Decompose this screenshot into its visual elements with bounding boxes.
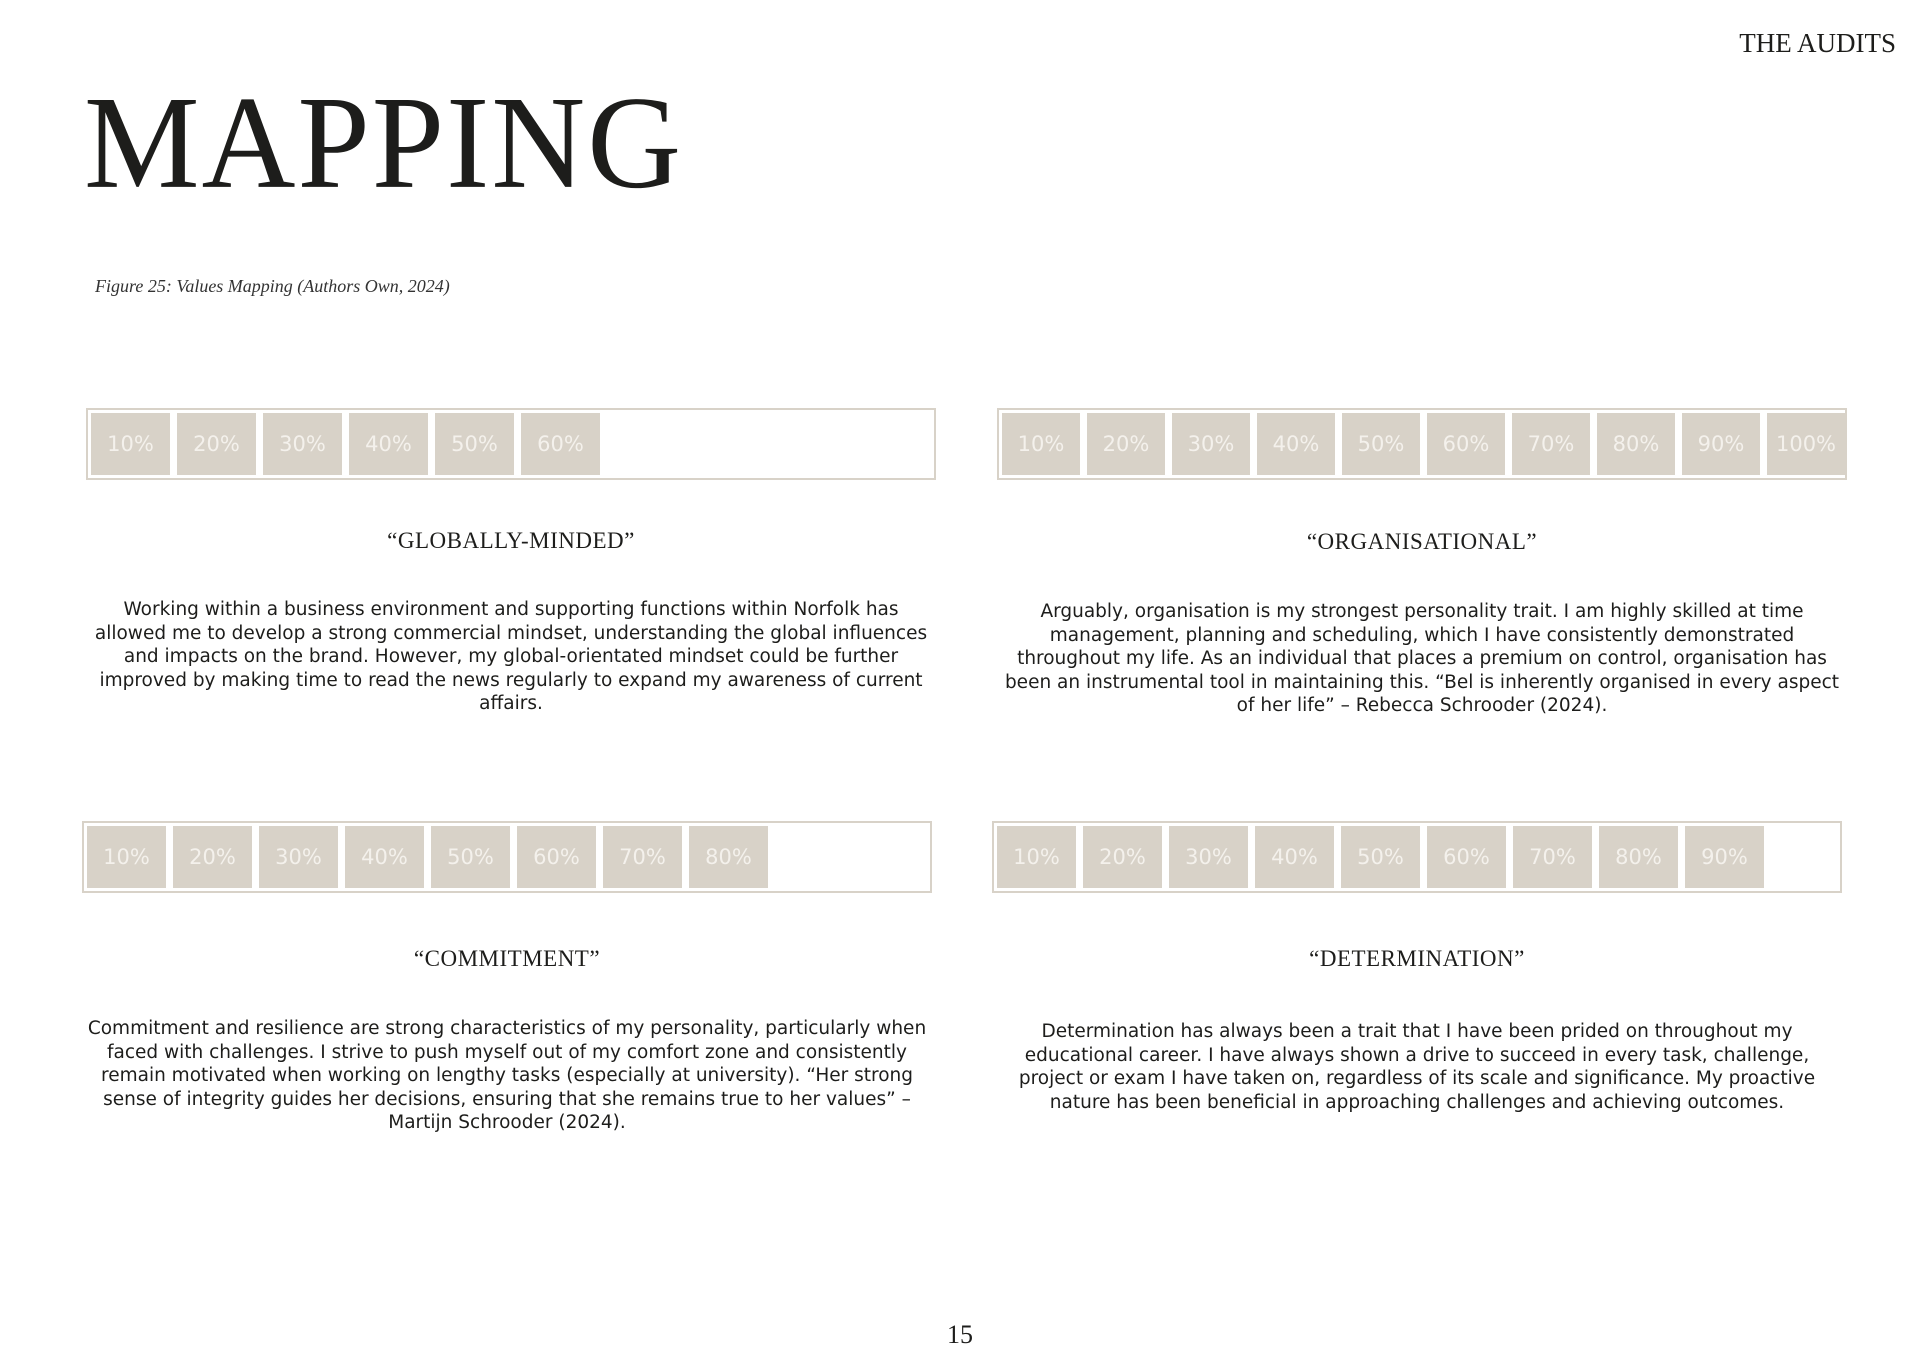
progress-segment: 60% xyxy=(1427,826,1506,888)
progress-segment: 10% xyxy=(997,826,1076,888)
progress-bar-determination xyxy=(992,821,1842,893)
page-title: MAPPING xyxy=(84,69,684,217)
value-text-globally-minded: Working within a business environment and supporting functions within Norfolk has allowed me to develop a strong commercial mindset, understanding the global influences and impacts on the brand. However, my global-orientated mindset could be further improved by making time to read the news regularly to expand my awareness of current affairs. xyxy=(94,599,928,714)
progress-segment: 20% xyxy=(1083,826,1162,888)
progress-segment: 60% xyxy=(1427,413,1505,475)
page-number: 15 xyxy=(947,1320,973,1349)
progress-segment: 50% xyxy=(435,413,514,475)
value-title-determination: “DETERMINATION” xyxy=(1309,946,1525,971)
progress-segment: 50% xyxy=(1341,826,1420,888)
progress-segment: 20% xyxy=(1087,413,1165,475)
progress-segment: 30% xyxy=(259,826,338,888)
progress-segment: 40% xyxy=(345,826,424,888)
value-text-determination: Determination has always been a trait that I have been prided on throughout my educational career. I have always shown a drive to succeed in every task, challenge, project or exam I have taken on, regardless of its scale and significance. My proactive nature has been beneficial in approaching challenges and achieving outcomes. xyxy=(1018,1021,1816,1113)
progress-segment: 20% xyxy=(173,826,252,888)
progress-segment: 100% xyxy=(1767,413,1845,475)
progress-segment: 30% xyxy=(1169,826,1248,888)
progress-bar-globally-minded xyxy=(86,408,936,480)
progress-segment: 50% xyxy=(1342,413,1420,475)
value-text-organisational: Arguably, organisation is my strongest personality trait. I am highly skilled at time management, planning and scheduling, which I have consistently demonstrated throughout my life. As an individual that places a premium on control, organisation has been an instrumental tool in maintaining this. “Bel is inherently organised in every aspect of her life” – Rebecca Schrooder (2024). xyxy=(1004,601,1840,716)
progress-segment: 40% xyxy=(1257,413,1335,475)
progress-segment: 40% xyxy=(1255,826,1334,888)
progress-segment: 30% xyxy=(263,413,342,475)
progress-segment: 90% xyxy=(1682,413,1760,475)
progress-segment: 70% xyxy=(1513,826,1592,888)
progress-segment: 60% xyxy=(521,413,600,475)
progress-segment: 10% xyxy=(87,826,166,888)
value-title-organisational: “ORGANISATIONAL” xyxy=(1306,529,1538,554)
progress-segment: 40% xyxy=(349,413,428,475)
progress-segment: 80% xyxy=(1599,826,1678,888)
progress-segment: 70% xyxy=(603,826,682,888)
value-title-commitment: “COMMITMENT” xyxy=(413,946,601,971)
progress-bar-organisational xyxy=(997,408,1847,480)
progress-segment: 30% xyxy=(1172,413,1250,475)
progress-segment: 20% xyxy=(177,413,256,475)
progress-segment: 70% xyxy=(1512,413,1590,475)
progress-segment: 10% xyxy=(91,413,170,475)
progress-segment: 90% xyxy=(1685,826,1764,888)
progress-segment: 10% xyxy=(1002,413,1080,475)
progress-segment: 80% xyxy=(689,826,768,888)
section-label: THE AUDITS xyxy=(1739,28,1896,58)
value-text-commitment: Commitment and resilience are strong characteristics of my personality, particularly when faced with challenges. I strive to push myself out of my comfort zone and consistently remain motivated when working on lengthy tasks (especially at university). “Her strong sense of integrity guides her decisions, ensuring that she remains true to her values” – Martijn Schrooder (2024). xyxy=(87,1018,927,1133)
progress-segment: 80% xyxy=(1597,413,1675,475)
progress-bar-commitment xyxy=(82,821,932,893)
progress-segment: 50% xyxy=(431,826,510,888)
value-title-globally-minded: “GLOBALLY-MINDED” xyxy=(387,528,635,553)
figure-caption: Figure 25: Values Mapping (Authors Own, 2024) xyxy=(95,276,450,296)
progress-segment: 60% xyxy=(517,826,596,888)
